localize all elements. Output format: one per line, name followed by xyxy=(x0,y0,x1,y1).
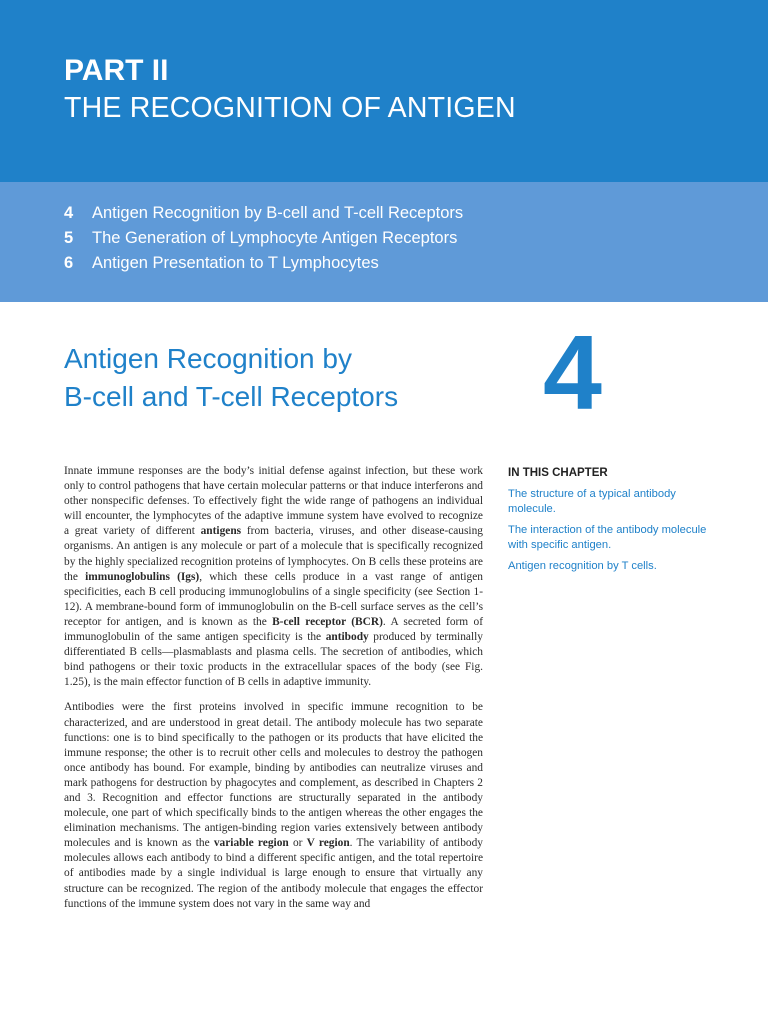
body-text-run: from bacteria, viruses, and other disease-causing organisms. An antigen is any molecule or part of a molecule that is specifically recognized by the highly specialized recognition proteins of lymphocytes. On B cells these proteins are the xyxy=(64,525,483,583)
part-title: THE RECOGNITION OF ANTIGEN xyxy=(64,92,516,124)
part-label: PART II xyxy=(64,54,169,87)
part-header-band xyxy=(0,0,768,182)
sidebar-heading: IN THIS CHAPTER xyxy=(508,467,608,479)
toc-title: Antigen Recognition by B-cell and T-cell Receptors xyxy=(92,204,464,222)
toc-item-chapter-4[interactable] xyxy=(64,201,463,226)
chapter-number: 4 xyxy=(543,314,602,432)
sidebar-item-antibody-antigen-interaction[interactable]: The interaction of the antibody molecule with specific antigen. xyxy=(508,524,707,551)
key-term: variable region xyxy=(213,837,289,850)
body-text-run: Antibodies were the first proteins involved in specific immune recognition to be characterized, and are understood in great detail. The antibody molecule has two separate functions: one is to bind specifically to the pathogen or its products that have elicited the immune response; the other is to recruit other cells and molecules to destroy the pathogen once antibody has bound. For example, binding by antibodies can neutralize viruses and mark pathogens for destruction by phagocytes and complement, as described in Chapters 2 and 3. Recognition and effector functions are structurally separated in the antibody molecule, one part of which specifically binds to the antigen whereas the other engages the elimination mechanisms. The antigen-binding region varies extensively between antibody molecules and is known as the xyxy=(64,701,483,850)
body-text-run: Innate immune responses are the body’s initial defense against infection, but these work only to control pathogens that have certain molecular patterns or that induce interferons and other nonspecific defenses. To effectively fight the wide range of pathogens an individual will encounter, the lymphocytes of the adaptive immune system have evolved to recognize a great variety of different xyxy=(64,465,483,538)
chapter-title xyxy=(64,340,398,416)
toc-number: 4 xyxy=(64,204,74,222)
chapter-title-line-2: B-cell and T-cell Receptors xyxy=(64,381,399,412)
toc-title: The Generation of Lymphocyte Antigen Receptors xyxy=(92,229,458,247)
body-text-run: , which these cells produce in a vast range of antigen specificities, each B cell producing immunoglobulins of a single specificity (see Section 1-12). A membrane-bound form of immunoglobulin on the B-cell surface serves as the cell’s receptor for antigen, and is known as the xyxy=(64,570,484,628)
toc-number: 5 xyxy=(64,229,74,247)
toc-title: Antigen Presentation to T Lymphocytes xyxy=(92,254,379,272)
in-this-chapter-sidebar xyxy=(508,465,708,581)
sidebar-item-t-cell-recognition[interactable]: Antigen recognition by T cells. xyxy=(508,560,657,572)
body-paragraph-2 xyxy=(64,700,483,911)
toc-item-chapter-6[interactable] xyxy=(64,251,463,276)
chapter-title-line-1: Antigen Recognition by xyxy=(64,343,352,374)
body-text-run: or xyxy=(288,837,307,850)
body-text-run: produced by terminally differentiated B cells—plasmablasts and plasma cells. The secretion of antibodies, which bind pathogens or their toxic products in the extracellular spaces of the body (see Fig. 1.25), is the main effector function of B cells in adaptive immunity. xyxy=(64,631,484,689)
key-term: immunoglobulins (Igs) xyxy=(85,570,200,583)
key-term: B-cell receptor (BCR) xyxy=(272,615,383,628)
part-contents-list xyxy=(64,201,463,276)
sidebar-item-antibody-structure[interactable]: The structure of a typical antibody molecule. xyxy=(508,488,676,515)
toc-number: 6 xyxy=(64,254,74,272)
key-term: antibody xyxy=(325,631,369,644)
body-paragraph-1 xyxy=(64,464,483,690)
key-term: V region xyxy=(306,837,350,850)
key-term: antigens xyxy=(200,525,242,538)
toc-item-chapter-5[interactable] xyxy=(64,226,463,251)
body-text-run: . The variability of antibody molecules allows each antibody to bind a different specific antigen, and the total repertoire of antibodies made by a single individual is large enough to ensure that virtually any structure can be recognized. The region of the antibody molecule that engages the effector functions of the immune system does not vary in the same way and xyxy=(64,837,484,910)
chapter-body-text xyxy=(64,464,483,922)
body-text-run: . A secreted form of immunoglobulin of the same antigen specificity is the xyxy=(64,615,483,644)
